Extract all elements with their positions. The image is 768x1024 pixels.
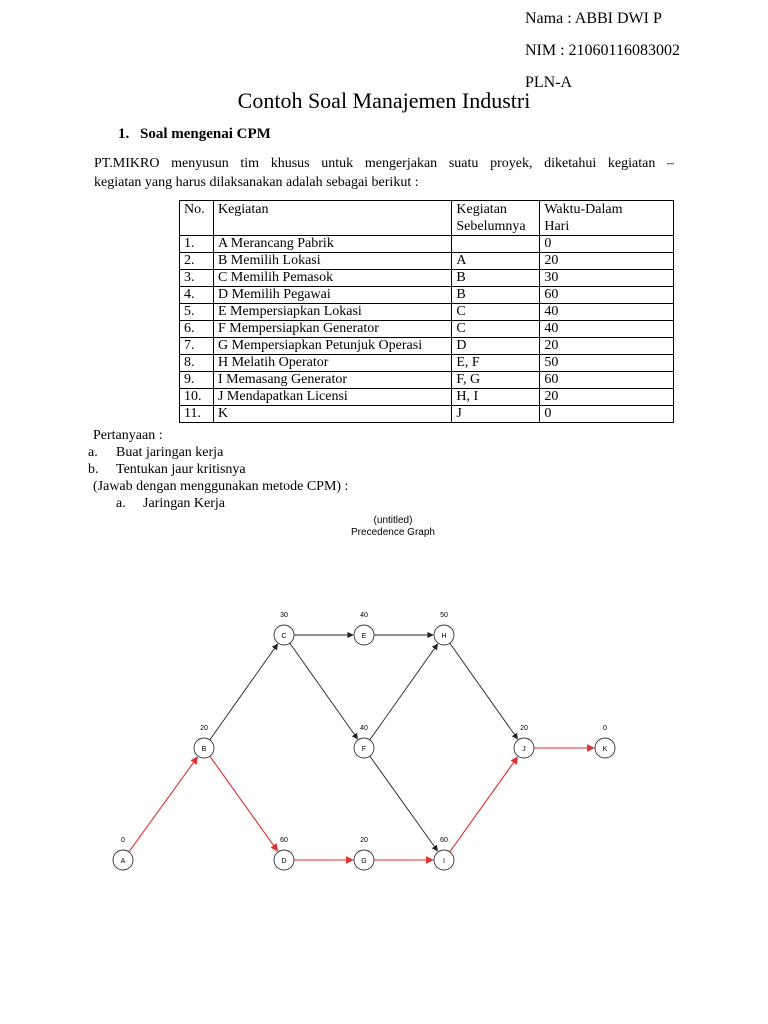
cell-waktu: 20 (540, 338, 674, 355)
precedence-graph (100, 505, 660, 885)
cell-waktu: 0 (540, 236, 674, 253)
cell-waktu: 40 (540, 321, 674, 338)
cell-sebelum: H, I (452, 389, 540, 406)
student-class: PLN-A (525, 74, 573, 91)
node-e (354, 612, 374, 645)
node-h (434, 612, 454, 645)
cell-sebelum: D (452, 338, 540, 355)
node-label: C (281, 633, 287, 640)
node-j (514, 725, 534, 758)
node-duration: 30 (280, 612, 288, 619)
cell-waktu: 20 (540, 253, 674, 270)
student-name: Nama : ABBI DWI P (525, 10, 662, 27)
cell-sebelum: A (452, 253, 540, 270)
node-f (354, 725, 374, 758)
section-number: 1. (118, 126, 130, 142)
cell-sebelum: B (452, 270, 540, 287)
cell-kegiatan: I Memasang Generator (213, 372, 451, 389)
table-row (180, 304, 674, 321)
node-duration: 40 (360, 612, 368, 619)
node-b (194, 725, 214, 758)
table-row (180, 389, 674, 406)
cell-sebelum: C (452, 304, 540, 321)
node-label: G (361, 858, 367, 865)
student-nim: NIM : 21060116083002 (525, 42, 680, 59)
header-kegiatan: Kegiatan (213, 201, 451, 236)
node-d (274, 837, 294, 870)
cell-no: 2. (180, 253, 214, 270)
edge-h-j (450, 643, 518, 739)
cell-no: 6. (180, 321, 214, 338)
node-k (595, 725, 615, 758)
table-row (180, 270, 674, 287)
cell-kegiatan: H Melatih Operator (213, 355, 451, 372)
activity-table (179, 200, 674, 423)
cell-no: 4. (180, 287, 214, 304)
question-b-text: Tentukan jaur kritisnya (116, 462, 246, 477)
table-row (180, 406, 674, 423)
cell-sebelum: C (452, 321, 540, 338)
cell-sebelum (452, 236, 540, 253)
cell-kegiatan: F Mempersiapkan Generator (213, 321, 451, 338)
section-title: Soal mengenai CPM (140, 126, 271, 142)
cell-kegiatan: G Mempersiapkan Petunjuk Operasi (213, 338, 451, 355)
edge-i-j (450, 757, 518, 852)
cell-kegiatan: B Memilih Lokasi (213, 253, 451, 270)
node-duration: 0 (603, 725, 607, 732)
header-sebelumnya: Kegiatan Sebelumnya (452, 201, 540, 236)
node-duration: 20 (200, 725, 208, 732)
answer-text: Jaringan Kerja (143, 496, 226, 511)
table-header-row (180, 201, 674, 236)
table-row (180, 287, 674, 304)
edge-b-c (210, 644, 278, 740)
cell-kegiatan: A Merancang Pabrik (213, 236, 451, 253)
node-duration: 50 (440, 612, 448, 619)
node-label: K (602, 746, 608, 753)
node-duration: 20 (520, 725, 528, 732)
edge-b-d (210, 756, 278, 851)
cell-sebelum: F, G (452, 372, 540, 389)
questions-label: Pertanyaan : (93, 428, 163, 443)
table-row (180, 372, 674, 389)
edge-f-h (370, 644, 438, 740)
edge-f-i (370, 756, 438, 851)
node-label: E (361, 633, 367, 640)
node-duration: 0 (121, 837, 125, 844)
cell-no: 8. (180, 355, 214, 372)
table-row (180, 355, 674, 372)
page-title: Contoh Soal Manajemen Industri (237, 88, 531, 113)
header-no: No. (180, 201, 214, 236)
cell-waktu: 40 (540, 304, 674, 321)
node-c (274, 612, 294, 645)
graph-title: (untitled) (373, 515, 413, 526)
cell-kegiatan: D Memilih Pegawai (213, 287, 451, 304)
node-g (354, 837, 374, 870)
cell-waktu: 60 (540, 287, 674, 304)
cell-no: 3. (180, 270, 214, 287)
cell-waktu: 20 (540, 389, 674, 406)
intro-line-2: kegiatan yang harus dilaksanakan adalah sebagai berikut : (94, 175, 419, 190)
question-a-text: Buat jaringan kerja (116, 445, 224, 460)
intro-line-1: PT.MIKRO menyusun tim khusus untuk mengerjakan suatu proyek, diketahui kegiatan – (94, 156, 674, 171)
method-note: (Jawab dengan menggunakan metode CPM) : (93, 479, 349, 494)
edge-a-b (129, 757, 198, 852)
cell-waktu: 50 (540, 355, 674, 372)
node-label: H (441, 633, 447, 640)
table-row (180, 236, 674, 253)
intro-paragraph (94, 154, 674, 192)
node-label: B (201, 746, 207, 753)
node-i (434, 837, 454, 870)
cell-sebelum: J (452, 406, 540, 423)
table-row (180, 321, 674, 338)
cell-kegiatan: C Memilih Pemasok (213, 270, 451, 287)
answer-marker: a. (116, 496, 126, 511)
cell-kegiatan: J Mendapatkan Licensi (213, 389, 451, 406)
cell-no: 10. (180, 389, 214, 406)
header-waktu: Waktu-Dalam Hari (540, 201, 674, 236)
cell-no: 1. (180, 236, 214, 253)
table-row (180, 338, 674, 355)
node-duration: 60 (440, 837, 448, 844)
cell-no: 9. (180, 372, 214, 389)
edge-c-f (290, 643, 358, 739)
cell-waktu: 60 (540, 372, 674, 389)
question-b-marker: b. (88, 462, 99, 477)
node-label: I (443, 858, 445, 865)
cell-no: 7. (180, 338, 214, 355)
question-a-marker: a. (88, 445, 98, 460)
node-label: A (120, 858, 126, 865)
node-label: F (361, 746, 367, 753)
cell-waktu: 0 (540, 406, 674, 423)
cell-no: 11. (180, 406, 214, 423)
node-duration: 40 (360, 725, 368, 732)
cell-no: 5. (180, 304, 214, 321)
node-duration: 20 (360, 837, 368, 844)
graph-subtitle: Precedence Graph (351, 527, 435, 538)
cell-sebelum: E, F (452, 355, 540, 372)
cell-kegiatan: K (213, 406, 451, 423)
table-row (180, 253, 674, 270)
node-a (113, 837, 133, 870)
cell-waktu: 30 (540, 270, 674, 287)
cell-sebelum: B (452, 287, 540, 304)
node-duration: 60 (280, 837, 288, 844)
node-label: J (522, 746, 526, 753)
cell-kegiatan: E Mempersiapkan Lokasi (213, 304, 451, 321)
node-label: D (281, 858, 287, 865)
